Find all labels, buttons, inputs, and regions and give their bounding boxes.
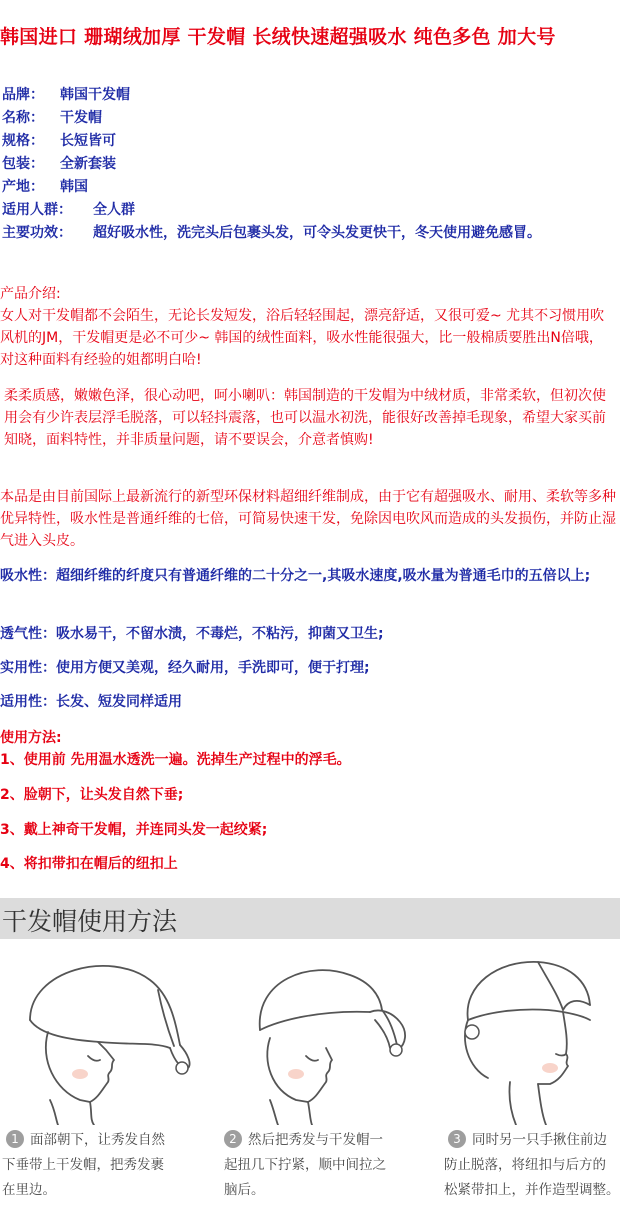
spec-value: 全人群 bbox=[93, 202, 135, 218]
step-caption-line bbox=[444, 1128, 620, 1153]
usage-step: 4、将扣带扣在帽后的纽扣上 bbox=[0, 856, 178, 872]
step-text: 面部朝下，让秀发自然 bbox=[30, 1132, 165, 1148]
intro-paragraph: 柔柔质感，嫩嫩色泽，很心动吧，呵小喇叭：韩国制造的干发帽为中绒材质，非常柔软，但初次使用会有少许表层浮毛脱落，可以轻抖震落，也可以温水初洗，能很好改善掉毛现象，希望大家买前知晓，面料特性，并非质量问题，请不要误会，介意者慎购! bbox=[4, 388, 606, 448]
spec-value: 韩国 bbox=[60, 179, 88, 195]
step-number-badge: 1 bbox=[6, 1130, 24, 1148]
spec-row bbox=[2, 153, 612, 176]
step-caption-line: 防止脱落，将纽扣与后方的 bbox=[444, 1157, 606, 1173]
step-caption-line: 起扭几下拧紧，顺中间拉之 bbox=[224, 1157, 386, 1173]
spec-key: 主要功效： bbox=[2, 225, 72, 241]
spec-key: 适用人群： bbox=[2, 202, 72, 218]
banner-title: 干发帽使用方法 bbox=[2, 907, 178, 936]
step3-illustration bbox=[438, 950, 620, 1125]
spec-row bbox=[2, 84, 612, 107]
product-title: 韩国进口 珊瑚绒加厚 干发帽 长绒快速超强吸水 纯色多色 加大号 bbox=[0, 26, 556, 48]
step2-illustration bbox=[230, 950, 420, 1125]
feature-practicality: 实用性：使用方便又美观，经久耐用，手洗即可，便于打理; bbox=[0, 660, 370, 676]
spec-value: 长短皆可 bbox=[60, 133, 116, 149]
feature-breathability: 透气性：吸水易干，不留水渍，不毒烂，不粘污，抑菌又卫生; bbox=[0, 626, 384, 642]
step-caption-line: 在里边。 bbox=[2, 1182, 56, 1198]
step-caption-line bbox=[224, 1128, 424, 1153]
usage-step: 3、戴上神奇干发帽，并连同头发一起绞紧; bbox=[0, 822, 268, 838]
spec-value: 超好吸水性，洗完头后包裹头发，可令头发更快干，冬天使用避免感冒。 bbox=[93, 225, 541, 241]
step-caption-line bbox=[2, 1128, 202, 1153]
spec-key: 品牌： bbox=[2, 87, 44, 103]
spec-row bbox=[2, 199, 612, 222]
spec-value: 全新套装 bbox=[60, 156, 116, 172]
spec-key: 产地： bbox=[2, 179, 44, 195]
spec-key: 名称： bbox=[2, 110, 44, 126]
spec-value: 干发帽 bbox=[60, 110, 102, 126]
step-caption-1 bbox=[2, 1128, 202, 1203]
spec-key: 包装： bbox=[2, 156, 44, 172]
spec-key: 规格： bbox=[2, 133, 44, 149]
step-number-badge: 2 bbox=[224, 1130, 242, 1148]
step1-illustration bbox=[10, 950, 200, 1125]
feature-applicability: 适用性：长发、短发同样适用 bbox=[0, 694, 182, 710]
spec-row bbox=[2, 222, 612, 245]
intro-paragraph: 女人对干发帽都不会陌生，无论长发短发，浴后轻轻围起，漂亮舒适，又很可爱~ 尤其不习惯用吹风机的JM，干发帽更是必不可少~ 韩国的绒性面料，吸水性能很强大，比一般棉质要胜出N倍哦，对这种面料有经验的姐都明白哈! bbox=[0, 308, 605, 368]
spec-value: 韩国干发帽 bbox=[60, 87, 130, 103]
feature-absorbency: 吸水性：超细纤维的纤度只有普通纤维的二十分之一,其吸水速度,吸水量为普通毛巾的五倍以上; bbox=[0, 568, 591, 584]
step-text: 同时另一只手揪住前边 bbox=[472, 1132, 607, 1148]
spec-list bbox=[2, 84, 612, 245]
step-caption-3 bbox=[444, 1128, 620, 1203]
step-caption-line: 下垂带上干发帽，把秀发裹 bbox=[2, 1157, 164, 1173]
spec-row bbox=[2, 176, 612, 199]
step-caption-2 bbox=[224, 1128, 424, 1203]
step-caption-line: 松紧带扣上，并作造型调整。 bbox=[444, 1182, 620, 1198]
usage-step: 2、脸朝下，让头发自然下垂; bbox=[0, 787, 184, 803]
intro-heading: 产品介绍: bbox=[0, 286, 61, 302]
step-number-badge: 3 bbox=[448, 1130, 466, 1148]
cropped-top-strip bbox=[0, 0, 620, 24]
usage-banner bbox=[0, 898, 620, 939]
spec-row bbox=[2, 107, 612, 130]
step-text: 然后把秀发与干发帽一 bbox=[248, 1132, 383, 1148]
usage-heading: 使用方法: bbox=[0, 730, 62, 746]
spec-row bbox=[2, 130, 612, 153]
intro-paragraph: 本品是由目前国际上最新流行的新型环保材料超细纤维制成，由于它有超强吸水、耐用、柔软等多种优异特性，吸水性是普通纤维的七倍，可简易快速干发，免除因电吹风而造成的头发损伤，并防止湿气进入头皮。 bbox=[0, 489, 616, 549]
step-caption-line: 脑后。 bbox=[224, 1182, 265, 1198]
usage-step: 1、使用前 先用温水透洗一遍。洗掉生产过程中的浮毛。 bbox=[0, 752, 351, 768]
